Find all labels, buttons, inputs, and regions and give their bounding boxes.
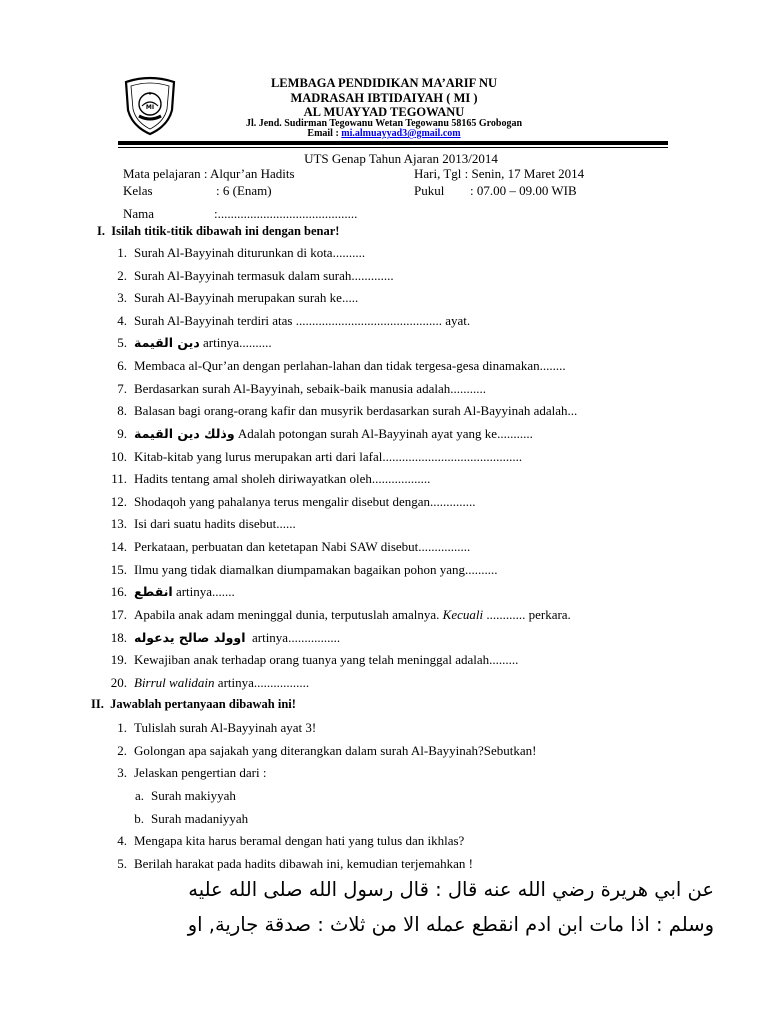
section-2-heading [91, 697, 296, 712]
question-4: 4. Surah Al-Bayyinah terdiri atas ............................................. ayat. [117, 313, 471, 328]
essay-question-3: 3. Jelaskan pengertian dari : [117, 765, 267, 780]
question-3: 3. Surah Al-Bayyinah merupakan surah ke..... [117, 290, 359, 305]
question-18-arabic: اوولد صالح يدعوله [134, 630, 246, 645]
name-label: Nama [123, 206, 155, 221]
section-2-roman: II. [91, 697, 104, 711]
school-type: MADRASAH IBTIDAIYAH ( MI ) [290, 91, 478, 105]
class-value: : 6 (Enam) [216, 183, 272, 198]
svg-text:★: ★ [147, 91, 153, 97]
section-1-heading [97, 224, 339, 239]
question-11: 11. Hadits tentang amal sholeh diriwayatkan oleh.................. [111, 471, 431, 486]
question-14: 14. Perkataan, perbuatan dan ketetapan Nabi SAW disebut................ [110, 539, 471, 554]
question-10: 10. Kitab-kitab yang lurus merupakan arti dari lafal........................................... [110, 449, 523, 464]
school-name: AL MUAYYAD TEGOWANU [303, 105, 465, 119]
section-1-title: Isilah titik-titik dibawah ini dengan benar! [111, 224, 340, 238]
svg-text:MI: MI [145, 104, 155, 111]
question-13: 13. Isi dari suatu hadits disebut...... [110, 516, 296, 531]
question-8: 8. Balasan bagi orang-orang kafir dan musyrik berdasarkan surah Al-Bayyinah adalah... [117, 403, 578, 418]
essay-question-4: 4. Mengapa kita harus beramal dengan hati yang tulus dan ikhlas? [117, 833, 465, 848]
question-20: 20. Birrul walidain artinya................. [110, 675, 310, 690]
time-label: Pukul [414, 183, 445, 198]
question-18: 18. اوولد صالح يدعوله artinya................ [110, 630, 341, 645]
exam-title: UTS Genap Tahun Ajaran 2013/2014 [304, 151, 498, 166]
question-17: 17. Apabila anak adam meninggal dunia, terputuslah amalnya. Kecuali ............ perkara. [110, 607, 571, 622]
question-9: 9. وذلك دين القيمة Adalah potongan surah Al-Bayyinah ayat yang ke........... [117, 426, 533, 441]
essay-question-1: 1. Tulislah surah Al-Bayyinah ayat 3! [117, 720, 317, 735]
essay-question-3a: a. Surah makiyyah [134, 788, 236, 803]
essay-question-2: 2. Golongan apa sajakah yang diterangkan dalam surah Al-Bayyinah?Sebutkan! [117, 743, 537, 758]
question-7: 7. Berdasarkan surah Al-Bayyinah, sebaik-baik manusia adalah........... [117, 381, 486, 396]
essay-question-5: 5. Berilah harakat pada hadits dibawah ini, kemudian terjemahkan ! [117, 856, 473, 871]
question-6: 6. Membaca al-Qur’an dengan perlahan-lahan dan tidak tergesa-gesa dinamakan........ [117, 358, 566, 373]
exam-subject: Mata pelajaran : Alqur’an Hadits [123, 166, 295, 181]
question-16: 16. انقطع artinya....... [110, 584, 235, 599]
email-label: Email : [307, 128, 339, 139]
exam-date: Hari, Tgl : Senin, 17 Maret 2014 [414, 166, 585, 181]
question-9-arabic: وذلك دين القيمة [134, 426, 235, 441]
email-link[interactable]: mi.almuayyad3@gmail.com [341, 128, 461, 139]
question-1: 1. Surah Al-Bayyinah diturunkan di kota.......... [117, 245, 366, 260]
header-divider-thick [118, 141, 668, 145]
question-16-arabic: انقطع [134, 584, 173, 599]
question-12: 12. Shodaqoh yang pahalanya terus mengalir disebut dengan.............. [110, 494, 476, 509]
essay-question-3b: b. Surah madaniyyah [134, 811, 249, 826]
school-email-line [0, 128, 768, 139]
header-divider-thin [118, 147, 668, 148]
question-19: 19. Kewajiban anak terhadap orang tuanya yang telah meninggal adalah......... [110, 652, 519, 667]
question-5: 5. دين القيمة artinya.......... [117, 335, 272, 350]
school-address: Jl. Jend. Sudirman Tegowanu Wetan Tegowanu 58165 Grobogan [245, 118, 523, 129]
hadith-line-1: عن ابي هريرة رضي الله عنه قال : قال رسول الله صلى الله عليه [188, 878, 714, 901]
question-5-arabic: دين القيمة [134, 335, 200, 350]
time-value: : 07.00 – 09.00 WIB [470, 183, 577, 198]
section-2-title: Jawablah pertanyaan dibawah ini! [110, 697, 296, 711]
section-1-roman: I. [97, 224, 105, 238]
institution-name: LEMBAGA PENDIDIKAN MA’ARIF NU [270, 76, 498, 90]
question-2: 2. Surah Al-Bayyinah termasuk dalam surah............. [117, 268, 394, 283]
name-field: :........................................... [214, 206, 358, 221]
question-15: 15. Ilmu yang tidak diamalkan diumpamakan bagaikan pohon yang.......... [110, 562, 498, 577]
class-label: Kelas [123, 183, 153, 198]
hadith-line-2: وسلم : اذا مات ابن ادم انقطع عمله الا من ثلاث : صدقة جارية, او [187, 913, 714, 936]
